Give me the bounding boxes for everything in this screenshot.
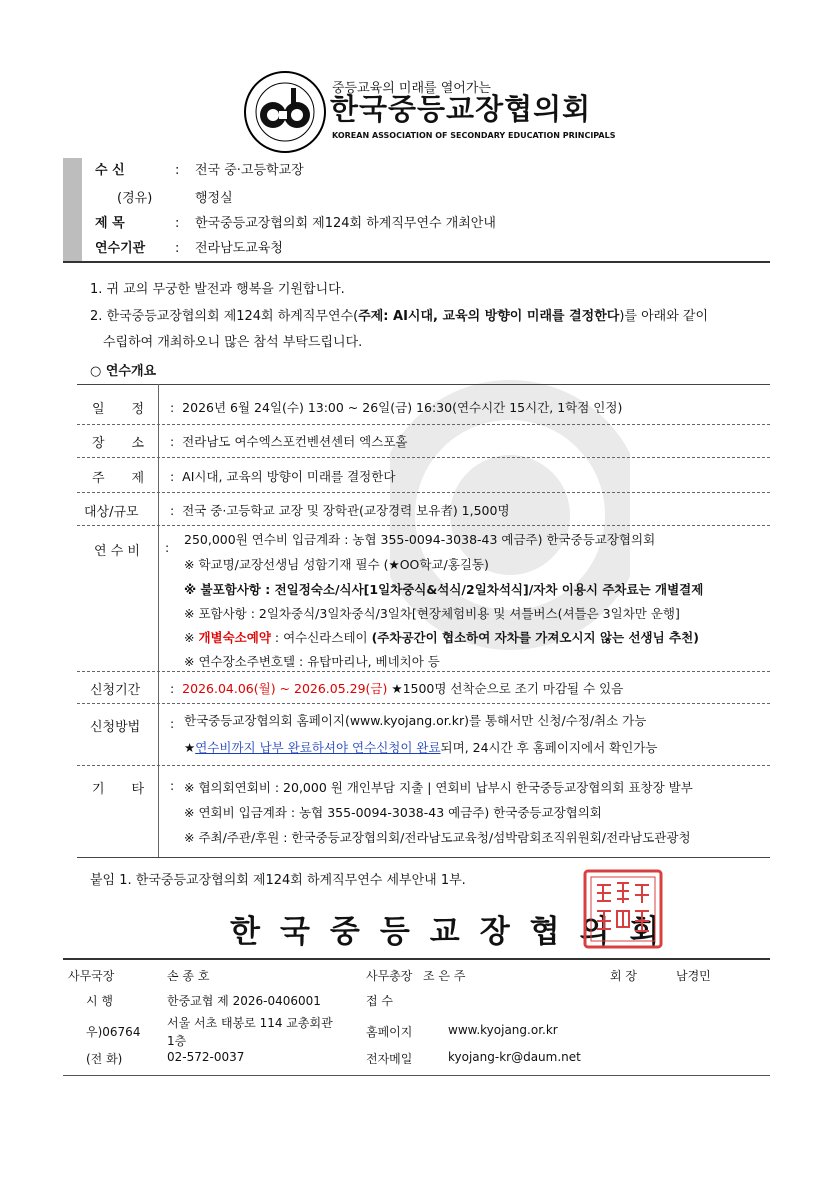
row-divider [77, 525, 770, 526]
address-side-bar [63, 158, 82, 261]
row-divider [77, 765, 770, 766]
method-label: 신청방법 [90, 720, 141, 735]
etc-colon: : [170, 778, 175, 793]
fee-account: 250,000원 연수비 입금계좌 : 농협 355-0094-3038-43 예금주) 한국중등교장협의회 [184, 532, 656, 547]
homepage-label: 홈페이지 [366, 1025, 413, 1039]
subject-value: 한국중등교장협의회 제124회 하계직무연수 개최안내 [195, 216, 496, 231]
table-column-divider [158, 384, 159, 857]
row-divider [77, 457, 770, 458]
etc-label: 기 타 [92, 782, 144, 797]
homepage-link[interactable]: www.kyojang.or.kr [448, 1023, 558, 1037]
method-line2: ★연수비까지 납부 완료하셔야 연수신청이 완료되며, 24시간 후 홈페이지에서 확인가능 [184, 740, 658, 755]
purpose-paragraph-cont: 수립하여 개최하오니 많은 참석 부탁드립니다. [103, 335, 363, 350]
exec-label: 시 행 [86, 994, 113, 1008]
scale-value: : 전국 중·고등학교 교장 및 장학관(교장경력 보유者) 1,500명 [170, 503, 510, 518]
table-bottom-border [77, 857, 770, 858]
row-divider [77, 671, 770, 672]
fee-note-name: ※ 학교명/교장선생님 성함기재 필수 (★OO학교/홍길동) [184, 557, 489, 572]
fee-colon: : [165, 540, 170, 555]
purpose-paragraph: 2. 한국중등교장협의회 제124회 하계직무연수(주제: AI시대, 교육의 방향이 미래를 결정한다)를 아래와 같이 [90, 309, 709, 324]
sec-general-label: 사무총장 [366, 969, 413, 983]
attachment-note: 붙임 1. 한국중등교장협의회 제124회 하계직무연수 세부안내 1부. [90, 873, 466, 888]
period-label: 신청기간 [90, 683, 141, 698]
theme-value: : AI시대, 교육의 방향이 미래를 결정한다 [170, 469, 396, 484]
etc-dues: ※ 협의회연회비 : 20,000 원 개인부담 지출 | 연회비 납부시 한국중등교장협의회 표창장 발부 [184, 780, 693, 795]
sec-general-name: 조 은 주 [423, 969, 466, 983]
method-line1: 한국중등교장협의회 홈페이지(www.kyojang.or.kr)를 통해서만 신청/수정/취소 가능 [184, 713, 647, 728]
place-value: : 전라남도 여수엑스포컨벤션센터 엑스포홀 [170, 434, 408, 449]
president-label: 회 장 [610, 969, 637, 983]
via-row: (경유) 행정실 [117, 191, 233, 206]
recipient-value: 전국 중·고등학교장 [195, 163, 304, 178]
period-value: : 2026.04.06(월) ~ 2026.05.29(금) ★1500명 선착순으로 조기 마감될 수 있음 [170, 681, 624, 696]
signature-title: 한국중등교장협의회 [230, 914, 680, 950]
phone-number: 02-572-0037 [167, 1050, 245, 1064]
fee-excluded: ※ 불포함사항 : 전일정숙소/식사[1일차중식&석식/2일차석식]/자차 이용시 주차료는 개별결제 [184, 582, 704, 597]
row-divider [77, 703, 770, 704]
etc-account: ※ 연회비 입금계좌 : 농협 355-0094-3038-43 예금주) 한국중등교장협의회 [184, 805, 602, 820]
official-stamp [583, 869, 663, 949]
email-address[interactable]: kyojang-kr@daum.net [448, 1050, 581, 1064]
exec-number: 한중교협 제 2026-0406001 [167, 994, 321, 1008]
institution-row: 연수기관 : 전라남도교육청 [95, 241, 283, 256]
sec-manager-name: 손 종 호 [167, 969, 210, 983]
org-name: 한국중등교장협의회 [330, 92, 592, 126]
slogan: 중등교육의 미래를 열어가는 [332, 81, 491, 96]
receipt-label: 접 수 [366, 994, 393, 1008]
scale-label: 대상/규모 [84, 505, 139, 520]
theme-label: 주 제 [92, 471, 144, 486]
address-divider [63, 261, 770, 263]
sec-manager-label: 사무국장 [68, 969, 115, 983]
phone-label: (전 화) [86, 1052, 123, 1066]
theme-text: 주제: AI시대, 교육의 방향이 미래를 결정한다 [358, 309, 620, 324]
via-value: 행정실 [195, 191, 233, 206]
section-title: ○ 연수개요 [90, 364, 157, 379]
footer-divider [63, 958, 770, 960]
footer-bottom-line [63, 1075, 770, 1076]
association-logo [243, 70, 327, 154]
fee-label: 연 수 비 [94, 544, 140, 559]
greeting-paragraph: 1. 귀 교의 무궁한 발전과 행복을 기원합니다. [90, 282, 345, 297]
fee-hotels: ※ 연수장소주변호텔 : 유탑마리나, 베네치아 등 [184, 654, 440, 669]
fee-lodging: ※ 개별숙소예약 : 여수신라스테이 (주차공간이 협소하여 자차를 가져오시지 않는 선생님 추천) [184, 630, 699, 645]
org-name-english: KOREAN ASSOCIATION OF SECONDARY EDUCATION PRINCIPALS [332, 131, 616, 140]
subject-row: 제 목 : 한국중등교장협의회 제124회 하계직무연수 개최안내 [95, 216, 496, 231]
zipcode: 우)06764 [86, 1025, 141, 1039]
method-colon: : [170, 716, 175, 731]
address-line1: 서울 서초 태봉로 114 교총회관 [167, 1016, 333, 1030]
table-top-border [77, 384, 770, 385]
fee-included: ※ 포함사항 : 2일차중식/3일차중식/3일차[현장체험비용 및 셔틀버스(셔틀은 3일차만 운행] [184, 606, 680, 621]
payment-complete-link[interactable]: 연수비까지 납부 완료하셔야 연수신청이 완료 [195, 740, 441, 755]
row-divider [77, 424, 770, 425]
place-label: 장 소 [92, 436, 144, 451]
email-label: 전자메일 [366, 1052, 413, 1066]
date-label: 일 정 [92, 402, 144, 417]
date-value: : 2026년 6월 24일(수) 13:00 ~ 26일(금) 16:30(연수시간 15시간, 1학점 인정) [170, 400, 623, 415]
recipient-row: 수 신 : 전국 중·고등학교장 [95, 163, 304, 178]
president-name: 남경민 [676, 969, 711, 983]
row-divider [77, 492, 770, 493]
institution-value: 전라남도교육청 [195, 241, 283, 256]
address-line2: 1층 [167, 1034, 187, 1048]
etc-organizers: ※ 주최/주관/후원 : 한국중등교장협의회/전라남도교육청/섬박람회조직위원회/전라남도관광청 [184, 830, 691, 845]
